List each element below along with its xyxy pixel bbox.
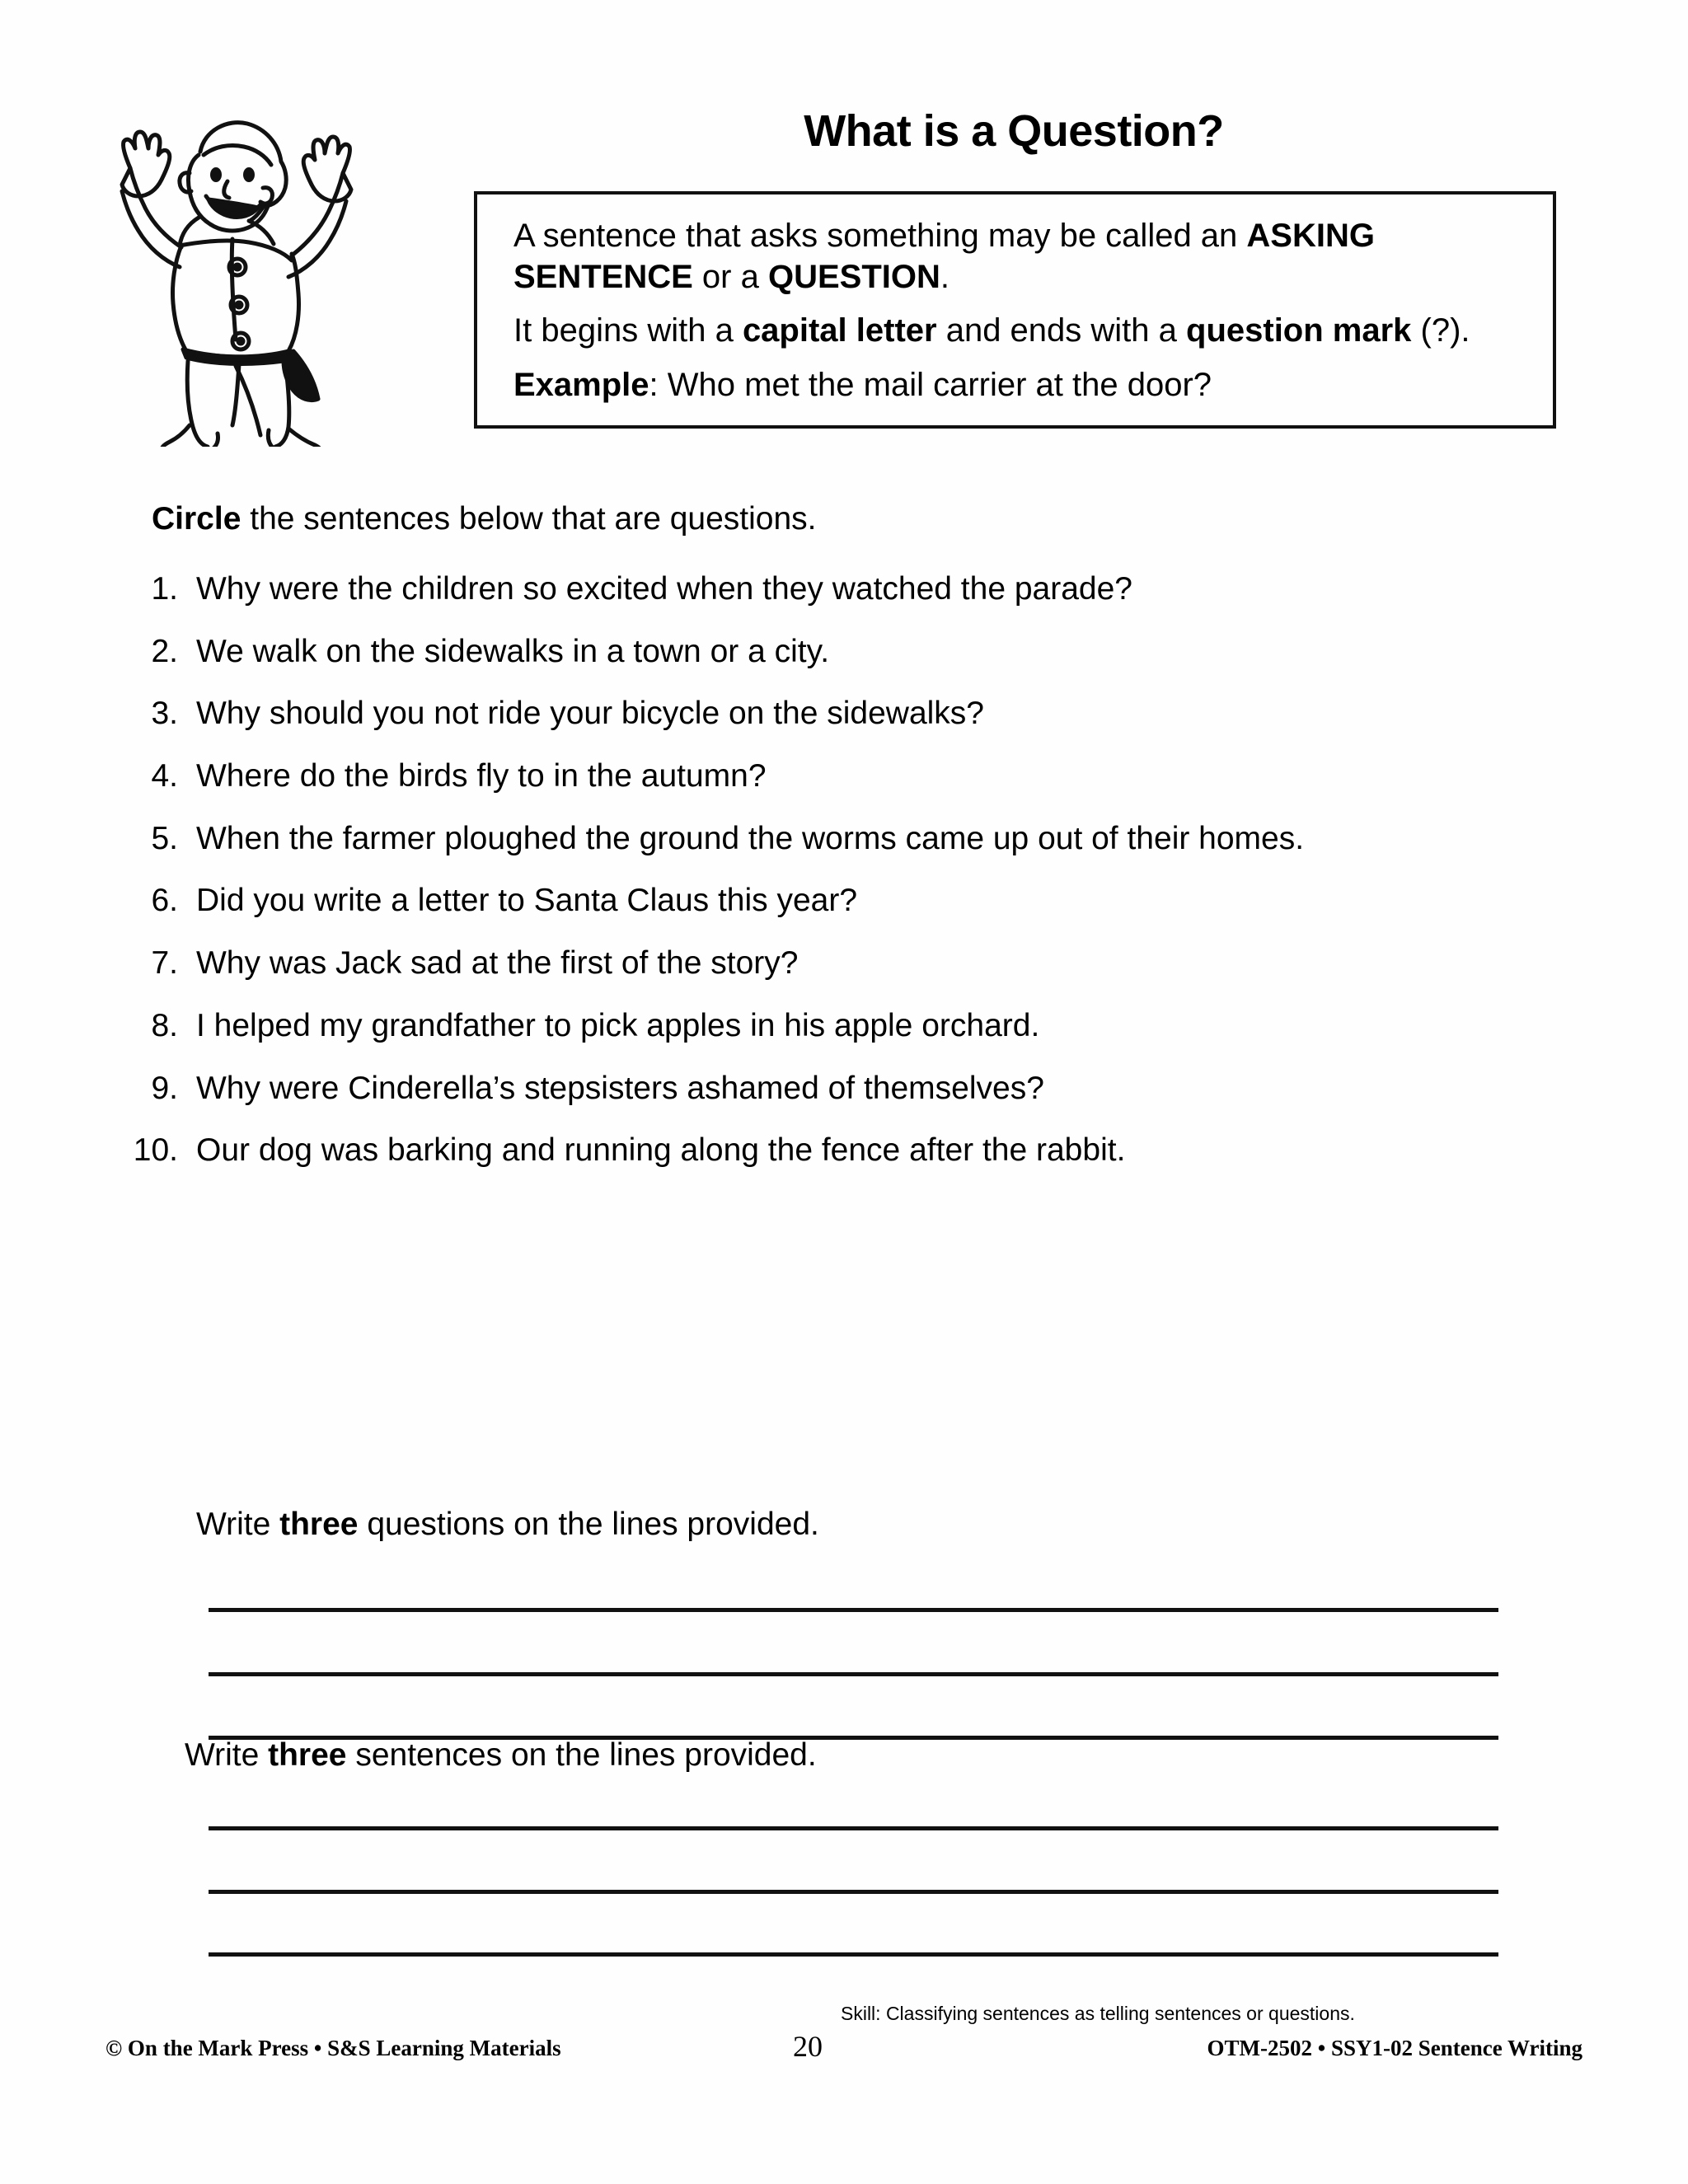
example-label: Example bbox=[513, 366, 649, 403]
circle-instruction-rest: the sentences below that are questions. bbox=[241, 501, 817, 537]
list-item-text[interactable]: I helped my grandfather to pick apples in his apple orchard. bbox=[196, 1007, 1040, 1043]
definition-line-1-text-a: A sentence that asks something may be called an bbox=[513, 218, 1247, 254]
list-item-number: 6. bbox=[151, 883, 178, 919]
list-item-text[interactable]: Where do the birds fly to in the autumn? bbox=[196, 758, 767, 794]
list-item-text[interactable]: We walk on the sidewalks in a town or a city. bbox=[196, 633, 830, 669]
footer-page-number: 20 bbox=[793, 2030, 823, 2063]
answer-line-sentences-1[interactable] bbox=[209, 1826, 1498, 1830]
list-item-text[interactable]: Our dog was barking and running along the fence after the rabbit. bbox=[196, 1132, 1126, 1169]
list-item-text[interactable]: When the farmer ploughed the ground the worms came up out of their homes. bbox=[196, 820, 1305, 856]
answer-line-questions-2[interactable] bbox=[209, 1672, 1498, 1676]
write-sentences-prompt-after: sentences on the lines provided. bbox=[346, 1737, 817, 1773]
definition-line-2 bbox=[513, 311, 1528, 352]
list-item-number: 9. bbox=[151, 1070, 178, 1106]
list-item-number: 2. bbox=[151, 633, 178, 669]
write-sentences-prompt bbox=[185, 1737, 817, 1774]
list-item[interactable] bbox=[107, 1068, 1591, 1110]
question-mark-term: question mark bbox=[1186, 312, 1412, 349]
list-item[interactable] bbox=[107, 693, 1591, 735]
circle-instruction bbox=[152, 501, 817, 537]
list-item[interactable] bbox=[107, 1005, 1591, 1047]
capital-letter-term: capital letter bbox=[742, 312, 937, 349]
list-item[interactable] bbox=[107, 880, 1591, 922]
answer-line-sentences-3[interactable] bbox=[209, 1952, 1498, 1957]
write-questions-prompt-bold: three bbox=[279, 1507, 359, 1542]
footer-publisher: © On the Mark Press • S&S Learning Materials bbox=[106, 2036, 561, 2060]
definition-line-1 bbox=[513, 216, 1528, 298]
list-item-number: 5. bbox=[151, 820, 178, 856]
definition-line-1-text-c: . bbox=[940, 258, 950, 295]
definition-line-2-text-b: and ends with a bbox=[936, 312, 1187, 349]
write-sentences-prompt-before: Write bbox=[185, 1737, 269, 1773]
definition-line-1-text-b: or a bbox=[692, 258, 768, 295]
definition-example-line bbox=[513, 365, 1528, 406]
answer-line-questions-1[interactable] bbox=[209, 1608, 1498, 1612]
asking-sentence-term: ASKING SENTENCE bbox=[513, 218, 1375, 295]
cheering-child-illustration-icon bbox=[91, 76, 354, 447]
list-item-text[interactable]: Why were the children so excited when they watched the parade? bbox=[196, 571, 1132, 607]
list-item[interactable] bbox=[107, 631, 1591, 673]
definition-box bbox=[474, 191, 1556, 429]
circle-instruction-bold: Circle bbox=[152, 501, 241, 537]
list-item-text[interactable]: Did you write a letter to Santa Claus this year? bbox=[196, 883, 858, 919]
example-text: : Who met the mail carrier at the door? bbox=[649, 366, 1212, 403]
write-questions-prompt-after: questions on the lines provided. bbox=[358, 1507, 819, 1542]
skill-note: Skill: Classifying sentences as telling sentences or questions. bbox=[841, 2003, 1355, 2024]
list-item-number: 1. bbox=[151, 571, 178, 607]
list-item-number: 10. bbox=[133, 1132, 178, 1169]
write-questions-prompt bbox=[196, 1507, 819, 1543]
question-term: QUESTION bbox=[767, 258, 940, 295]
list-item[interactable] bbox=[107, 569, 1591, 611]
list-item-number: 4. bbox=[151, 758, 178, 794]
list-item-number: 3. bbox=[151, 696, 178, 732]
list-item-text[interactable]: Why was Jack sad at the first of the story? bbox=[196, 945, 799, 982]
definition-line-2-text-c: (?). bbox=[1411, 312, 1470, 349]
list-item-number: 8. bbox=[151, 1007, 178, 1043]
list-item[interactable] bbox=[107, 1130, 1591, 1172]
list-item-text[interactable]: Why should you not ride your bicycle on the sidewalks? bbox=[196, 696, 984, 732]
answer-line-sentences-2[interactable] bbox=[209, 1890, 1498, 1894]
definition-line-2-text-a: It begins with a bbox=[513, 312, 743, 349]
sentence-list bbox=[107, 569, 1591, 1193]
list-item[interactable] bbox=[107, 756, 1591, 798]
page-title: What is a Question? bbox=[804, 106, 1224, 156]
write-questions-prompt-before: Write bbox=[196, 1507, 280, 1542]
footer-product-code: OTM-2502 • SSY1-02 Sentence Writing bbox=[1207, 2036, 1582, 2060]
list-item-number: 7. bbox=[151, 945, 178, 982]
list-item[interactable] bbox=[107, 818, 1591, 860]
write-sentences-prompt-bold: three bbox=[268, 1737, 347, 1773]
list-item-text[interactable]: Why were Cinderella’s stepsisters ashamed of themselves? bbox=[196, 1070, 1044, 1106]
list-item[interactable] bbox=[107, 943, 1591, 985]
